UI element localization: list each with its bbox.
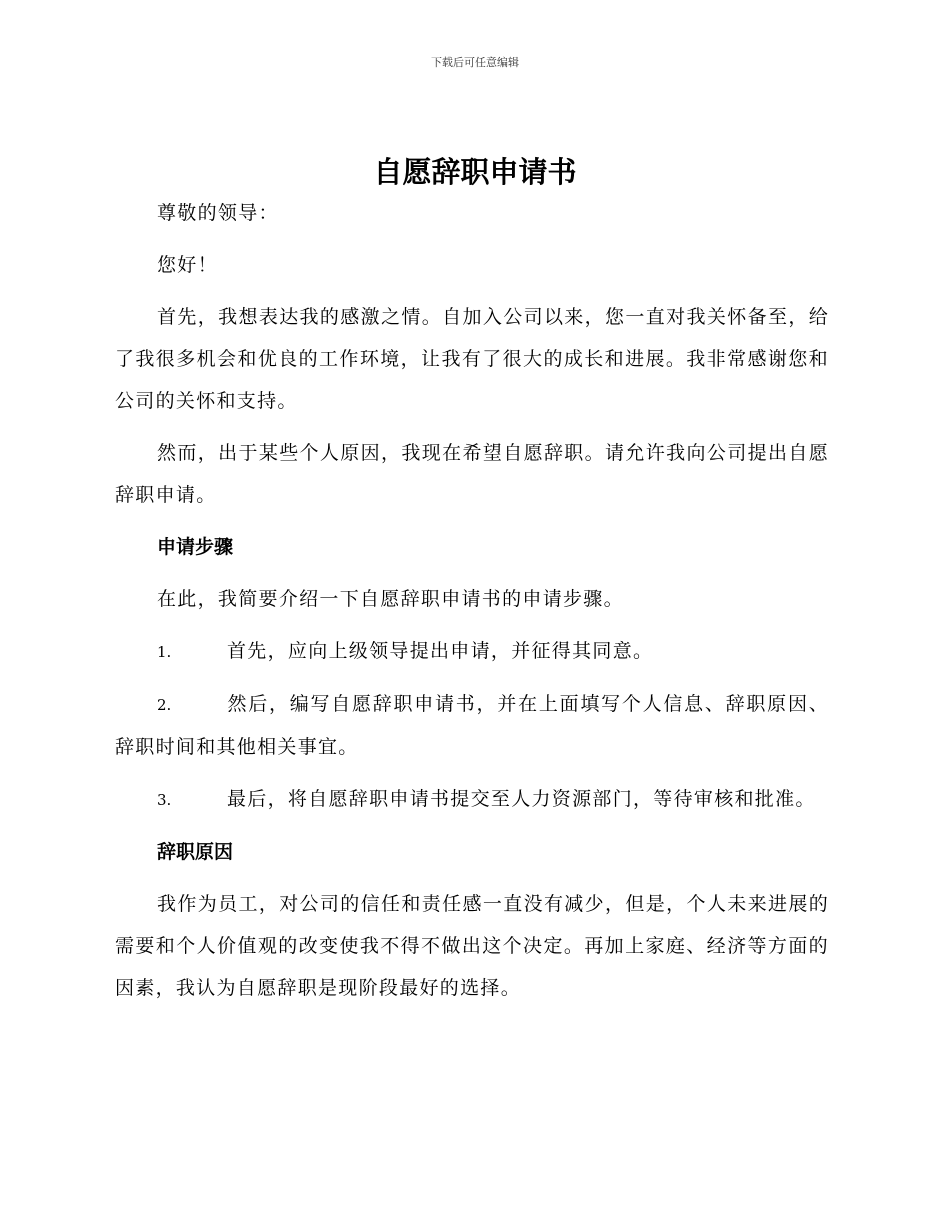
step-item <box>115 630 829 673</box>
step-number: 3. <box>157 791 172 809</box>
header-note: 下载后可任意编辑 <box>431 56 519 69</box>
step-item <box>115 778 829 821</box>
document-body <box>115 192 829 1019</box>
step-text: 然后，编写自愿辞职申请书，并在上面填写个人信息、辞职原因、辞职时间和其他相关事宜。 <box>115 693 829 758</box>
salutation: 尊敬的领导： <box>157 202 279 224</box>
step-text: 最后，将自愿辞职申请书提交至人力资源部门，等待审核和批准。 <box>227 788 816 810</box>
section-heading-reason: 辞职原因 <box>157 841 234 863</box>
step-text: 首先，应向上级领导提出申请，并征得其同意。 <box>227 640 654 662</box>
steps-intro: 在此，我简要介绍一下自愿辞职申请书的申请步骤。 <box>157 588 624 610</box>
paragraph-resignation: 然而，出于某些个人原因，我现在希望自愿辞职。请允许我向公司提出自愿辞职申请。 <box>115 442 829 506</box>
greeting: 您好！ <box>157 254 218 276</box>
paragraph-reason: 我作为员工，对公司的信任和责任感一直没有减少，但是，个人未来进展的需要和个人价值观的改变使我不得不做出这个决定。再加上家庭、经济等方面的因素，我认为自愿辞职是现阶段最好的选择。 <box>115 893 829 999</box>
paragraph-gratitude: 首先，我想表达我的感激之情。自加入公司以来，您一直对我关怀备至，给了我很多机会和优良的工作环境，让我有了很大的成长和进展。我非常感谢您和公司的关怀和支持。 <box>115 306 829 412</box>
section-heading-steps: 申请步骤 <box>157 536 234 558</box>
step-number: 2. <box>157 696 172 714</box>
step-number: 1. <box>157 643 172 661</box>
step-item <box>115 683 829 768</box>
document-title: 自愿辞职申请书 <box>373 155 577 189</box>
